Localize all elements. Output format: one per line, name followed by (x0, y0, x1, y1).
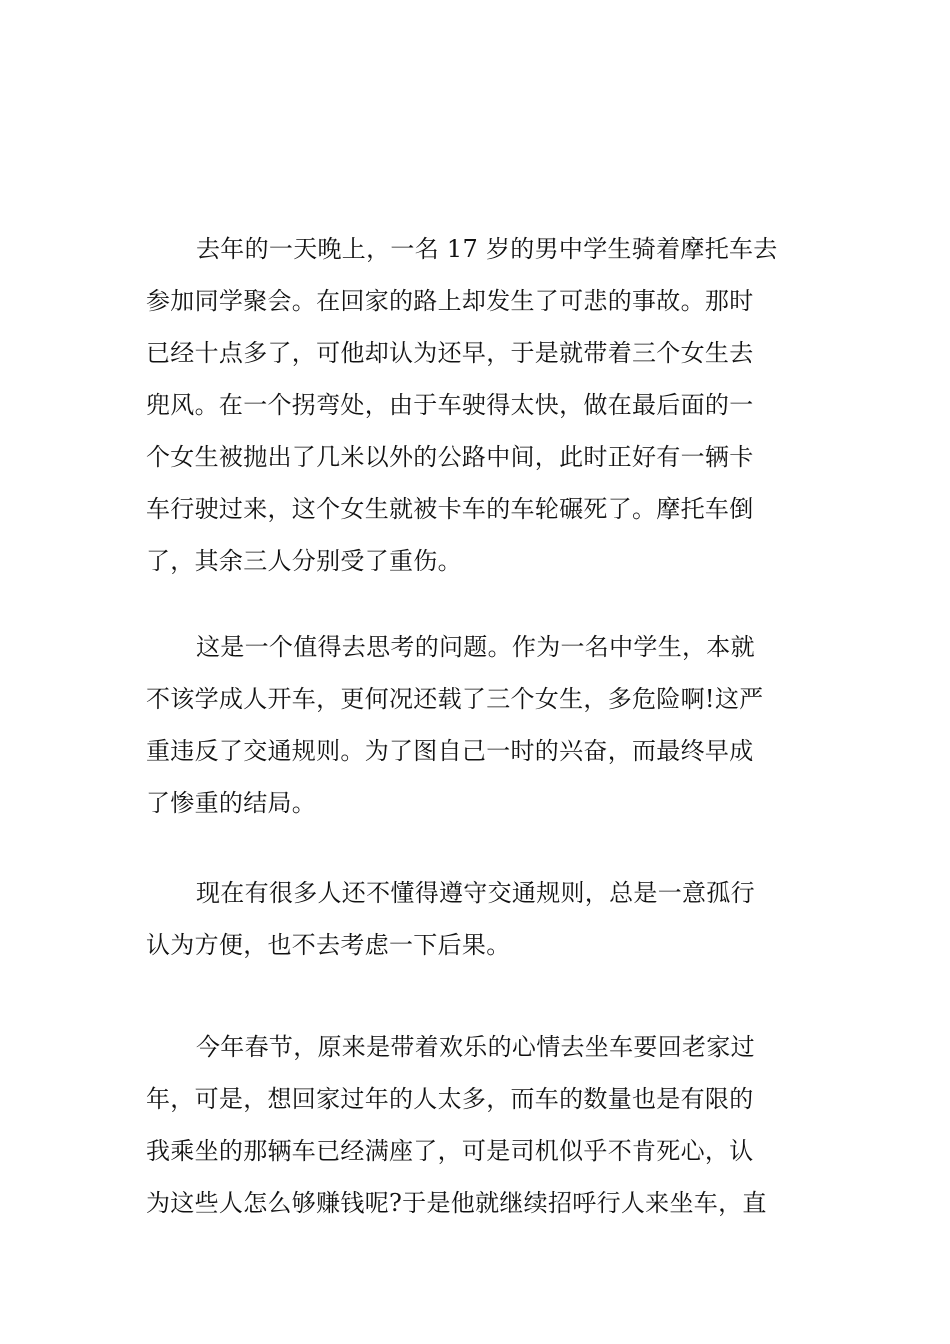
paragraph-line: 车行驶过来，这个女生就被卡车的车轮碾死了。摩托车倒 (146, 495, 754, 523)
paragraph-line: 这是一个值得去思考的问题。作为一名中学生，本就 (196, 633, 755, 661)
paragraph-line: 为这些人怎么够赚钱呢?于是他就继续招呼行人来坐车，直 (146, 1189, 767, 1217)
paragraph-line: 现在有很多人还不懂得遵守交通规则，总是一意孤行 (196, 879, 755, 907)
paragraph-line: 我乘坐的那辆车已经满座了，可是司机似乎不肯死心，认 (146, 1137, 754, 1165)
paragraph-line: 参加同学聚会。在回家的路上却发生了可悲的事故。那时 (146, 287, 754, 315)
paragraph-line: 个女生被抛出了几米以外的公路中间，此时正好有一辆卡 (146, 443, 754, 471)
paragraph-line: 了惨重的结局。 (146, 789, 317, 817)
paragraph-line: 已经十点多了，可他却认为还早，于是就带着三个女生去 (146, 339, 754, 367)
paragraph-line: 认为方便，也不去考虑一下后果。 (146, 931, 511, 959)
paragraph-line: 去年的一天晚上，一名 17 岁的男中学生骑着摩托车去 (196, 235, 778, 263)
paragraph-line: 今年春节，原来是带着欢乐的心情去坐车要回老家过 (196, 1033, 755, 1061)
paragraph-line: 不该学成人开车，更何况还载了三个女生，多危险啊!这严 (146, 685, 764, 713)
paragraph-line: 了，其余三人分别受了重伤。 (146, 547, 462, 575)
paragraph-line: 重违反了交通规则。为了图自己一时的兴奋，而最终早成 (146, 737, 754, 765)
paragraph-line: 年，可是，想回家过年的人太多，而车的数量也是有限的 (146, 1085, 754, 1113)
paragraph-line: 兜风。在一个拐弯处，由于车驶得太快，做在最后面的一 (146, 391, 754, 419)
